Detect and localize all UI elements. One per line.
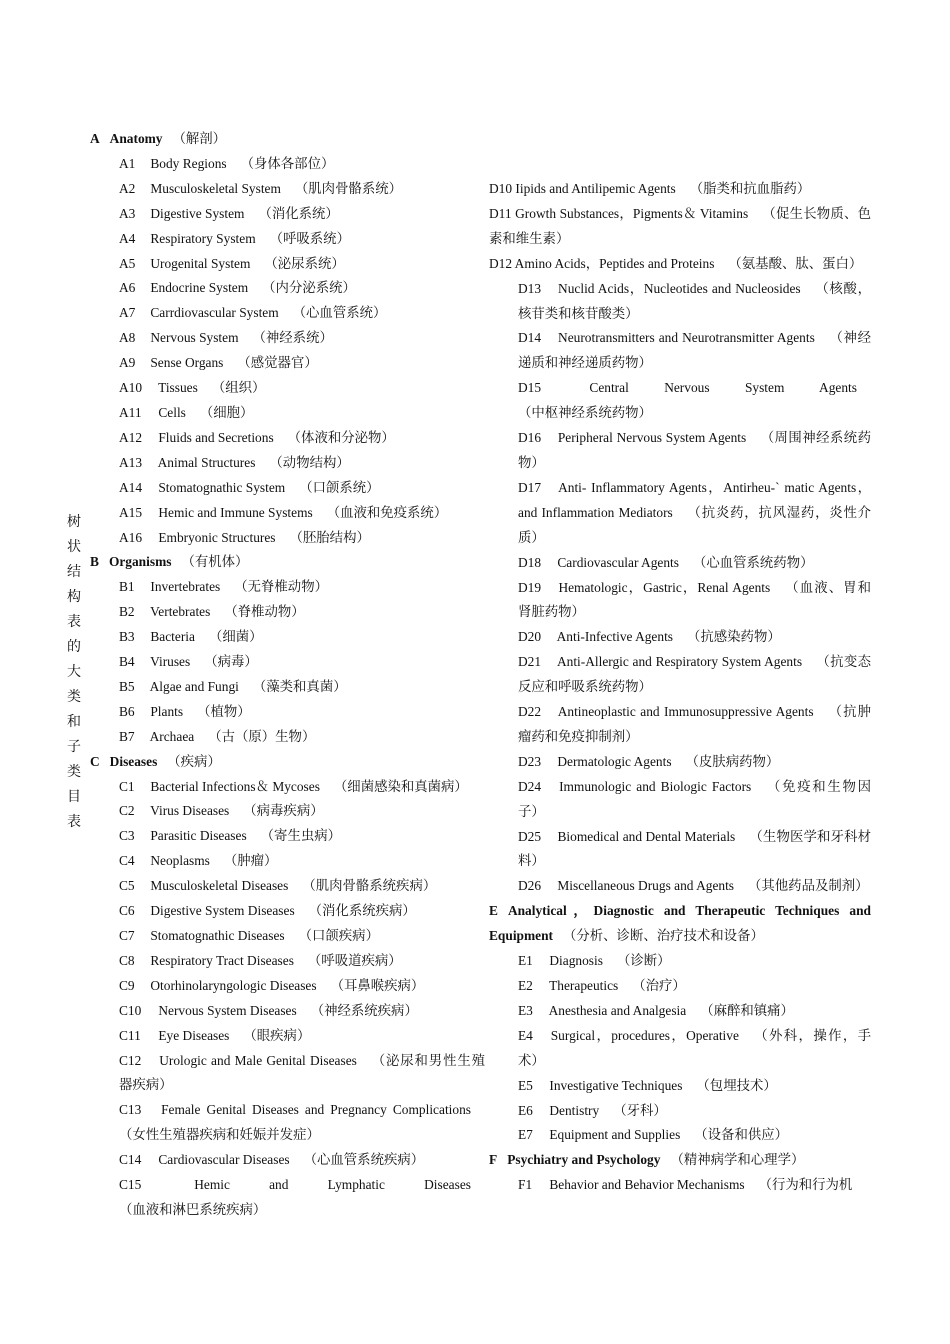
entry-chinese: （藻类和真菌） [252,678,347,694]
entry-english: Fluids and Secretions [158,429,274,445]
category-entry [90,152,485,177]
entry-code: F1 [518,1177,533,1193]
entry-chinese: （解剖） [172,131,227,146]
category-entry [489,551,871,576]
entry-chinese: （眼疾病） [243,1027,311,1043]
entry-english: Growth Substances，Pigments＆ Vitamins [515,205,749,221]
entry-english: Stomatognathic Diseases [150,928,285,943]
entry-code: D17 [518,479,542,495]
entry-chinese: （神经递质和神经递质药物） [518,330,871,371]
entry-chinese: （心血管系统药物） [692,554,814,570]
entry-code: A6 [119,280,136,296]
entry-chinese: （中枢神经系统药物） [518,405,652,421]
category-entry [90,301,485,326]
entry-english: Hemic and Immune Systems [158,504,313,520]
category-entry [489,376,871,426]
entry-code: A5 [119,255,136,271]
entry-english: Digestive System Diseases [150,903,295,919]
entry-code: A3 [119,205,136,221]
sidebar-title-char: 和 [67,715,81,730]
entry-code: D25 [518,828,542,844]
entry-chinese: （抗炎药，抗风湿药，炎性介质） [518,504,872,545]
entry-code: D21 [518,654,542,670]
category-code: A [90,131,100,146]
entry-english: Anesthesia and Analgesia [548,1002,687,1018]
entry-english: Therapeutics [549,978,619,993]
entry-chinese: （诊断） [616,953,671,969]
entry-english: Biomedical and Dental Materials [557,828,736,844]
left-column [90,127,485,1223]
entry-chinese: （行为和行为机 [758,1177,853,1193]
entry-code: E1 [518,953,533,969]
entry-english: Diagnosis [549,953,603,969]
entry-code: B4 [119,654,135,670]
entry-chinese: （抗感染药物） [687,629,781,645]
entry-english: Neurotransmitters and Neurotransmitter Agents [558,330,815,346]
category-entry [90,874,485,899]
category-entry [90,824,485,849]
entry-code: C11 [119,1027,141,1043]
entry-english: Tissues [158,380,198,396]
sidebar-title-char: 子 [67,740,81,755]
entry-code: A8 [119,330,136,346]
entry-chinese: （口颌系统） [299,479,380,495]
category-entry [90,775,485,800]
entry-code: D23 [518,753,542,769]
entry-code: C5 [119,878,135,894]
entry-english: Anti- Inflammatory Agents，Antirheu-` matic Agents， and Inflammation Mediators [518,479,872,520]
entry-chinese: （寄生虫病） [260,828,342,844]
entry-chinese: （动物结构） [269,454,350,470]
entry-chinese: （心血管系统） [292,305,387,321]
category-entry [489,277,871,327]
entry-code: C10 [119,1002,142,1018]
entry-code: A7 [119,305,136,321]
category-entry [90,974,485,999]
entry-english: Bacteria [150,629,195,645]
category-entry [90,849,485,874]
entry-english: Cells [158,404,186,420]
entry-chinese: （分析、诊断、治疗技术和设备） [563,928,764,944]
entry-code: B5 [119,678,135,694]
entry-english: Musculoskeletal Diseases [150,878,289,894]
sidebar-title-char: 树 [67,515,81,530]
entry-chinese: （体液和分泌物） [287,429,395,445]
entry-english: Vertebrates [150,604,211,620]
category-code: B [90,554,99,570]
entry-chinese: （促生长物质、色素和维生素） [489,205,872,246]
entry-code: A14 [119,479,143,495]
entry-code: A10 [119,380,143,396]
entry-chinese: （抗肿瘤药和免疫抑制剂） [518,704,872,744]
entry-chinese: （感觉器官） [237,355,318,371]
category-entry [90,426,485,451]
category-entry [489,252,871,277]
category-heading [489,1148,871,1173]
entry-code: E5 [518,1077,533,1093]
entry-english: Surgical，procedures，Operative [550,1027,739,1043]
entry-code: C15 [119,1177,142,1193]
entry-chinese: （胚胎结构） [289,529,370,545]
entry-code: A13 [119,454,143,470]
entry-chinese: （消化系统） [258,205,339,221]
category-heading [90,750,485,775]
category-entry [90,575,485,600]
entry-chinese: （细菌感染和真菌病） [333,778,468,794]
entry-chinese: （治疗） [632,978,686,993]
category-code: F [489,1152,498,1168]
entry-code: D26 [518,878,542,894]
category-entry [90,476,485,501]
entry-code: E7 [518,1127,533,1143]
sidebar-title-char: 类 [67,690,81,705]
entry-english: Cardiovascular Agents [557,554,679,570]
category-entry [489,650,871,700]
entry-english: Cardiovascular Diseases [158,1152,290,1168]
entry-english: Immunologic and Biologic Factors [559,778,752,794]
entry-code: C3 [119,828,135,844]
category-heading [90,127,485,152]
category-code: E [489,903,498,919]
category-heading [489,899,871,949]
category-entry [90,924,485,949]
category-entry [90,401,485,426]
entry-code: D19 [518,579,542,595]
category-entry [90,799,485,824]
category-entry [90,202,485,227]
entry-code: E3 [518,1002,533,1018]
entry-english: Iipids and Antilipemic Agents [515,181,676,196]
entry-chinese: （生物医学和牙科材料） [518,828,871,869]
entry-english: Hemic and Lymphatic Diseases [194,1177,471,1193]
category-entry [489,625,871,650]
category-entry [489,202,871,252]
entry-english: Amino Acids，Peptides and Proteins [514,255,715,271]
entry-code: C4 [119,853,135,869]
entry-code: D18 [518,554,542,570]
entry-english: Bacterial Infections＆ Mycoses [150,778,320,794]
entry-chinese: （脂类和抗血脂药） [689,181,811,196]
entry-english: Urogenital System [150,255,251,271]
entry-english: Anti-Allergic and Respiratory System Agents [556,654,803,670]
entry-chinese: （呼吸系统） [269,230,350,246]
entry-chinese: （女性生殖器疾病和妊娠并发症） [119,1127,320,1143]
sidebar-title-char: 表 [67,615,81,630]
category-heading [90,550,485,575]
entry-english: Stomatognathic System [158,479,286,495]
category-entry [90,999,485,1024]
category-entry [489,476,871,551]
entry-code: C6 [119,903,135,919]
entry-code: C14 [119,1152,142,1168]
category-entry [489,700,871,750]
category-entry [489,177,871,202]
category-entry [489,1099,871,1124]
category-entry [90,326,485,351]
entry-code: B6 [119,703,135,719]
entry-code: D15 [518,380,542,396]
category-title: Psychiatry and Psychology [507,1152,661,1168]
entry-code: C8 [119,952,135,968]
entry-code: D10 [489,181,513,196]
entry-chinese: （神经系统） [252,330,333,346]
entry-code: B1 [119,579,135,595]
right-column [489,177,871,1198]
category-entry [489,576,871,626]
entry-code: B7 [119,728,135,744]
category-entry [489,1123,871,1148]
category-entry [90,451,485,476]
category-title: Organisms [108,554,172,570]
sidebar-title-char: 表 [67,815,81,830]
entry-chinese: （泌尿系统） [264,255,345,271]
category-title: Diseases [109,753,158,769]
entry-code: B2 [119,604,135,620]
entry-chinese: （身体各部位） [240,155,335,171]
category-entry [489,326,871,376]
entry-code: C2 [119,803,135,819]
entry-chinese: （呼吸道疾病） [307,952,402,968]
entry-english: Archaea [149,728,195,744]
entry-chinese: （泌尿和男性生殖器疾病） [119,1052,486,1093]
entry-chinese: （植物） [197,703,251,719]
category-entry [90,675,485,700]
sidebar-title-char: 的 [67,640,81,655]
entry-chinese: （外科，操作，手术） [518,1027,871,1068]
category-title: Anatomy [109,131,163,146]
category-code: C [90,753,100,769]
entry-chinese: （肌肉骨骼系统疾病） [302,878,437,894]
entry-english: Eye Diseases [158,1027,230,1043]
entry-chinese: （牙科） [613,1102,667,1118]
category-entry [90,1098,485,1148]
entry-english: Nervous System Diseases [158,1002,297,1018]
category-entry [90,1024,485,1049]
category-entry [489,874,871,899]
entry-english: Otorhinolaryngologic Diseases [150,977,317,993]
entry-chinese: （无脊椎动物） [234,579,328,595]
entry-chinese: （氨基酸、肽、蛋白） [728,255,863,271]
category-entry [489,426,871,476]
category-entry [489,1024,871,1074]
entry-english: Body Regions [150,155,227,171]
entry-chinese: （血液和免疫系统） [326,504,448,520]
entry-english: Parasitic Diseases [150,828,247,844]
entry-english: Carrdiovascular System [150,305,279,321]
entry-code: B3 [119,629,135,645]
entry-code: A1 [119,155,136,171]
category-entry [90,252,485,277]
entry-english: Endocrine System [150,280,249,296]
entry-code: D12 [489,255,513,271]
category-entry [90,899,485,924]
entry-chinese: （细菌） [208,629,263,645]
entry-english: Central Nervous System Agents [589,380,857,396]
entry-code: D11 [489,205,512,221]
sidebar-title-char: 类 [67,765,81,780]
entry-code: A2 [119,180,136,196]
entry-chinese: （包埋技术） [696,1077,777,1093]
entry-chinese: （耳鼻喉疾病） [330,977,425,993]
category-entry [489,825,871,875]
sidebar-vertical-title [64,510,84,835]
sidebar-title-char: 目 [67,790,81,805]
entry-english: Viruses [150,654,191,670]
entry-code: C1 [119,778,135,794]
entry-chinese: （病毒疾病） [243,803,324,819]
entry-chinese: （其他药品及制剂） [748,878,869,894]
entry-english: Antineoplastic and Immunosuppressive Agents [557,704,814,720]
entry-english: Virus Diseases [150,803,230,819]
entry-chinese: （血液和淋巴系统疾病） [119,1201,267,1217]
category-entry [489,974,871,999]
category-entry [489,1074,871,1099]
entry-chinese: （脊椎动物） [224,604,305,620]
entry-chinese: （内分泌系统） [262,280,356,296]
category-entry [489,1173,871,1198]
entry-english: Dentistry [549,1102,600,1118]
entry-code: C7 [119,928,135,943]
entry-english: Hematologic，Gastric，Renal Agents [558,579,771,595]
entry-code: D20 [518,629,542,645]
entry-code: C9 [119,977,135,993]
entry-english: Musculoskeletal System [150,180,281,196]
entry-chinese: （周围神经系统药物） [518,430,871,470]
entry-code: E2 [518,978,533,993]
entry-code: D14 [518,330,542,346]
entry-english: Miscellaneous Drugs and Agents [557,878,735,894]
entry-chinese: （肿瘤） [223,853,278,869]
entry-english: Dermatologic Agents [557,753,672,769]
entry-code: C12 [119,1052,142,1068]
entry-english: Behavior and Behavior Mechanisms [549,1177,745,1193]
entry-chinese: （古（原）生物） [208,728,316,744]
category-entry [90,700,485,725]
entry-english: Embryonic Structures [158,529,276,545]
entry-code: D22 [518,704,542,720]
entry-english: Respiratory System [150,230,256,246]
entry-chinese: （神经系统疾病） [310,1002,418,1018]
sidebar-title-char: 构 [67,590,81,605]
sidebar-title-char: 状 [67,540,81,555]
entry-code: A11 [119,404,142,420]
category-entry [90,501,485,526]
entry-english: Urologic and Male Genital Diseases [159,1052,357,1068]
category-title: Analytical，Diagnostic and Therapeutic Techniques and Equipment [489,903,871,944]
entry-chinese: （疾病） [167,753,221,769]
category-entry [90,376,485,401]
entry-code: A9 [119,355,136,371]
entry-english: Animal Structures [157,454,256,470]
category-entry [90,725,485,750]
sidebar-title-char: 大 [67,665,81,680]
category-entry [90,650,485,675]
category-entry [90,276,485,301]
category-entry [90,227,485,252]
entry-chinese: （血液、胃和肾脏药物） [518,579,872,620]
entry-chinese: （设备和供应） [694,1127,789,1143]
entry-english: Anti-Infective Agents [556,629,673,645]
entry-code: A16 [119,529,143,545]
entry-chinese: （抗变态反应和呼吸系统药物） [518,654,871,695]
category-entry [90,600,485,625]
entry-code: E6 [518,1102,533,1118]
entry-english: Nuclid Acids，Nucleotides and Nucleosides [558,280,801,296]
entry-chinese: （肌肉骨骼系统） [294,180,403,196]
entry-code: D16 [518,430,542,446]
category-entry [90,1148,485,1173]
entry-english: Plants [150,703,184,719]
entry-chinese: （皮肤病药物） [685,753,780,769]
category-entry [90,177,485,202]
entry-chinese: （细胞） [199,404,254,420]
entry-english: Female Genital Diseases and Pregnancy Complications [161,1102,471,1118]
category-entry [489,775,871,825]
entry-code: E4 [518,1027,533,1043]
entry-chinese: （精神病学和心理学） [670,1152,805,1168]
entry-chinese: （免疫和生物因子） [518,778,871,819]
entry-chinese: （消化系统疾病） [308,903,416,919]
entry-english: Respiratory Tract Diseases [150,952,294,968]
entry-chinese: （麻醉和镇痛） [700,1002,794,1018]
entry-chinese: （口颌疾病） [298,928,379,943]
entry-english: Digestive System [150,205,245,221]
category-entry [489,750,871,775]
sidebar-title-char: 结 [67,565,81,580]
entry-chinese: （病毒） [204,654,258,670]
entry-chinese: （组织） [211,380,266,396]
entry-code: A4 [119,230,136,246]
entry-chinese: （核酸，核苷类和核苷酸类） [518,280,871,321]
category-entry [90,1049,485,1099]
entry-english: Neoplasms [150,853,210,869]
category-entry [90,949,485,974]
category-entry [90,526,485,551]
entry-code: D24 [518,778,542,794]
entry-english: Algae and Fungi [149,678,239,694]
entry-english: Equipment and Supplies [549,1127,681,1143]
category-entry [90,1173,485,1223]
entry-chinese: （有机体） [181,554,249,570]
entry-code: A12 [119,429,143,445]
entry-code: D13 [518,280,542,296]
category-entry [489,949,871,974]
entry-english: Invertebrates [150,579,221,595]
category-entry [489,999,871,1024]
entry-english: Peripheral Nervous System Agents [557,430,747,446]
category-entry [90,351,485,376]
category-entry [90,625,485,650]
entry-code: C13 [119,1102,142,1118]
entry-english: Sense Organs [150,355,224,371]
entry-chinese: （心血管系统疾病） [303,1152,425,1168]
entry-english: Investigative Techniques [549,1077,683,1093]
entry-code: A15 [119,504,143,520]
entry-english: Nervous System [150,330,239,346]
